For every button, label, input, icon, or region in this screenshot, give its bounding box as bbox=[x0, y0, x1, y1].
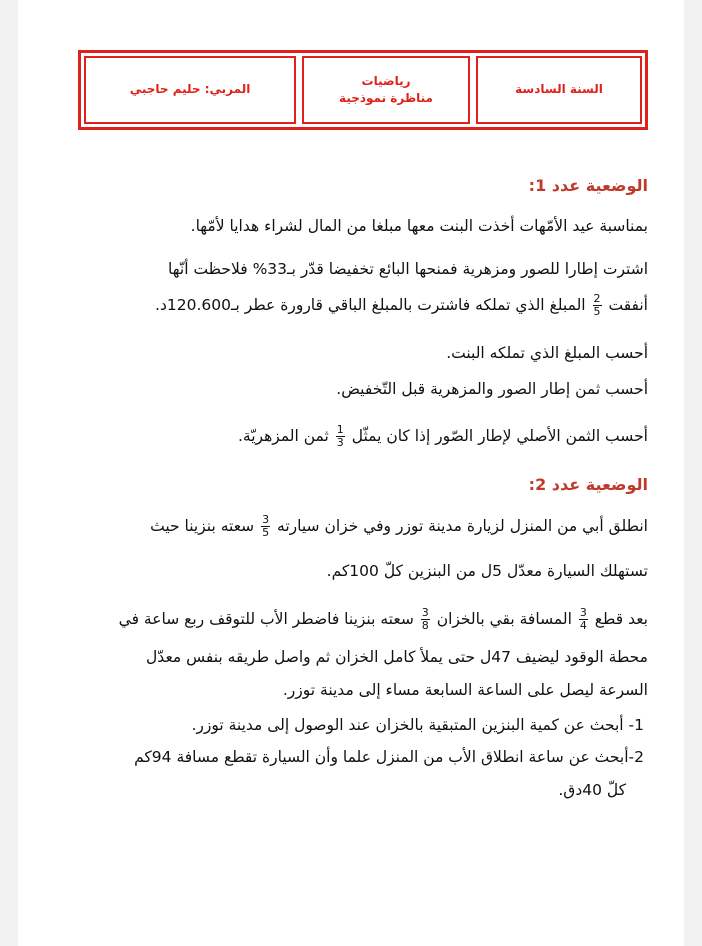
situation2-line4: محطة الوقود ليضيف 47ل حتى يملأ كامل الخزان ثم واصل طريقه بنفس معدّل bbox=[146, 648, 648, 666]
fraction-numerator: 3 bbox=[579, 606, 587, 619]
fraction-numerator: 2 bbox=[593, 292, 601, 305]
situation2-line1-end: سعته بنزينا حيث bbox=[150, 517, 255, 535]
fraction bbox=[336, 424, 345, 449]
situation1-line2: اشترت إطارا للصور ومزهرية فمنحها البائع تخفيضا قدّر بـ33% فلاحظت أنّها bbox=[168, 260, 648, 278]
situation2-line1 bbox=[150, 514, 648, 539]
situation2-line3 bbox=[119, 607, 648, 632]
situation2-line5: السرعة ليصل على الساعة السابعة مساء إلى مدينة توزر. bbox=[282, 681, 648, 699]
header-exam-type: مناظرة نموذجية bbox=[339, 91, 433, 105]
situation2-question2-continued: كلّ 40دق. bbox=[558, 781, 626, 799]
fraction-denominator: 3 bbox=[336, 436, 344, 449]
fraction-numerator: 1 bbox=[336, 423, 344, 436]
situation2-question2: 2-أبحث عن ساعة انطلاق الأب من المنزل علما وأن السيارة تقطع مسافة 94كم bbox=[134, 748, 644, 766]
situation1-question3 bbox=[238, 424, 648, 449]
situation2-line3-middle: المسافة بقي بالخزان bbox=[436, 610, 572, 628]
situation1-q3-start: أحسب الثمن الأصلي لإطار الصّور إذا كان يمثّل bbox=[351, 427, 648, 445]
situation2-line1-start: انطلق أبي من المنزل لزيارة مدينة توزر وفي خزان سيارته bbox=[277, 517, 648, 535]
situation2-line3-end: سعته بنزينا فاضطر الأب للتوقف ربع ساعة في bbox=[118, 610, 414, 628]
fraction bbox=[421, 607, 430, 632]
header-subject: رياضيات bbox=[361, 73, 411, 88]
situation1-question2: أحسب ثمن إطار الصور والمزهرية قبل التّخفيض. bbox=[336, 380, 648, 398]
situation2-line2: تستهلك السيارة معدّل 5ل من البنزين كلّ 100كم. bbox=[326, 562, 648, 580]
fraction-denominator: 8 bbox=[421, 619, 429, 632]
situation2-question1: 1- أبحث عن كمية البنزين المتبقية بالخزان عند الوصول إلى مدينة توزر. bbox=[191, 716, 644, 734]
situation1-line1: بمناسبة عيد الأمّهات أخذت البنت معها مبلغا من المال لشراء هدايا لأمّها. bbox=[190, 217, 648, 235]
header-teacher: المربي: حليم حاجبي bbox=[129, 82, 251, 97]
document-body bbox=[18, 0, 684, 946]
fraction bbox=[261, 514, 270, 539]
fraction-numerator: 3 bbox=[421, 606, 429, 619]
document-page bbox=[18, 0, 684, 946]
situation1-q3-end: ثمن المزهريّة. bbox=[238, 427, 329, 445]
fraction-denominator: 5 bbox=[593, 305, 601, 318]
situation1-title: الوضعية عدد 1: bbox=[528, 176, 648, 195]
fraction bbox=[579, 607, 588, 632]
situation1-line3-end: المبلغ الذي تملكه فاشترت بالمبلغ الباقي قارورة عطر بـ120.600د. bbox=[155, 296, 586, 314]
situation1-line3 bbox=[155, 293, 648, 318]
situation2-line3-start: بعد قطع bbox=[594, 610, 648, 628]
situation1-line3-start: أنفقت bbox=[608, 296, 648, 314]
fraction-denominator: 4 bbox=[579, 619, 587, 632]
fraction bbox=[593, 293, 602, 318]
situation2-title: الوضعية عدد 2: bbox=[528, 475, 648, 494]
situation1-question1: أحسب المبلغ الذي تملكه البنت. bbox=[446, 344, 648, 362]
fraction-denominator: 5 bbox=[262, 526, 270, 539]
header-level: السنة السادسة bbox=[515, 82, 603, 97]
fraction-numerator: 3 bbox=[262, 513, 270, 526]
